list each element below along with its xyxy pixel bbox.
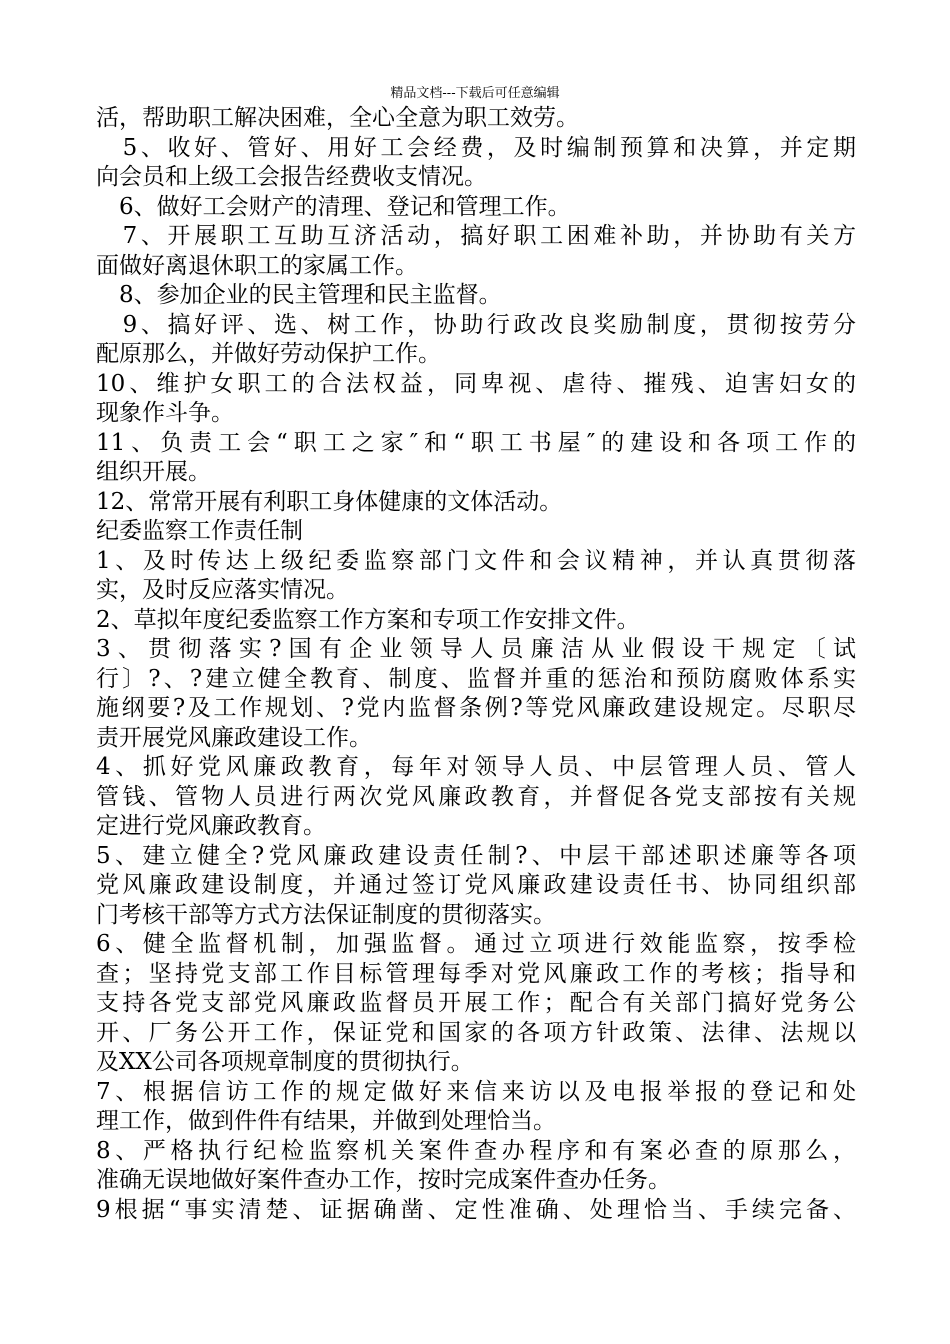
text-line: 9根据“事实清楚、证据确凿、定性准确、处理恰当、手续完备、 — [96, 1196, 856, 1223]
text-line: 配原那么，并做好劳动保护工作。 — [96, 341, 441, 367]
text-line: 门考核干部等方式方法保证制度的贯彻落实。 — [96, 901, 556, 928]
text-line: 活，帮助职工解决困难，全心全意为职工效劳。 — [96, 105, 579, 131]
text-line: 支持各党支部党风廉政监督员开展工作；配合有关部门搞好党务公 — [96, 990, 856, 1016]
text-line: 行〕?、?建立健全教育、制度、监督并重的惩治和预防腐败体系实 — [96, 665, 856, 692]
text-line: 3、贯彻落实?国有企业领导人员廉洁从业假设干规定〔试 — [96, 636, 856, 662]
text-line: 7、开展职工互助互济活动，搞好职工困难补助，并协助有关方 — [96, 223, 856, 249]
text-line: 5、收好、管好、用好工会经费，及时编制预算和决算，并定期 — [96, 134, 856, 161]
text-line: 4、抓好党风廉政教育，每年对领导人员、中层管理人员、管人 — [96, 754, 856, 780]
text-line: 10、维护女职工的合法权益，同卑视、虐待、摧残、迫害妇女的 — [96, 370, 856, 397]
text-line: 9、搞好评、选、树工作，协助行政改良奖励制度，贯彻按劳分 — [96, 311, 856, 338]
text-line: 11、负责工会“职工之家″和“职工书屋″的建设和各项工作的 — [96, 429, 856, 456]
text-line: 12、常常开展有利职工身体健康的文体活动。 — [96, 488, 563, 515]
page-header: 精品文档---下载后可任意编辑 — [390, 86, 560, 101]
text-line: 现象作斗争。 — [96, 400, 234, 426]
text-line: 8、严格执行纪检监察机关案件查办程序和有案必查的原那么， — [96, 1137, 856, 1164]
text-line: 5、建立健全?党风廉政建设责任制?、中层干部述职述廉等各项 — [96, 842, 856, 869]
text-line: 查；坚持党支部工作目标管理每季对党风廉政工作的考核；指导和 — [96, 960, 856, 987]
text-line: 责开展党风廉政建设工作。 — [96, 724, 372, 751]
text-line: 施纲要?及工作规划、?党内监督条例?等党风廉政建设规定。尽职尽 — [96, 695, 856, 721]
text-line: 定进行党风廉政教育。 — [96, 813, 326, 839]
section-title: 纪委监察工作责任制 — [96, 518, 303, 544]
text-line: 组织开展。 — [96, 459, 211, 485]
text-line: 及XX公司各项规章制度的贯彻执行。 — [96, 1049, 474, 1075]
text-line: 8、参加企业的民主管理和民主监督。 — [96, 282, 502, 308]
text-line: 6、做好工会财产的清理、登记和管理工作。 — [96, 193, 571, 220]
text-line: 准确无误地做好案件查办工作，按时完成案件查办任务。 — [96, 1167, 671, 1193]
text-line: 6、健全监督机制，加强监督。通过立项进行效能监察，按季检 — [96, 931, 856, 957]
text-line: 7、根据信访工作的规定做好来信来访以及电报举报的登记和处 — [96, 1078, 856, 1105]
text-line: 党风廉政建设制度，并通过签订党风廉政建设责任书、协同组织部 — [96, 872, 856, 898]
text-line: 2、草拟年度纪委监察工作方案和专项工作安排文件。 — [96, 606, 640, 633]
text-line: 面做好离退休职工的家属工作。 — [96, 252, 418, 279]
text-line: 1、及时传达上级纪委监察部门文件和会议精神，并认真贯彻落 — [96, 547, 856, 574]
text-line: 理工作，做到件件有结果，并做到处理恰当。 — [96, 1108, 556, 1134]
document-body — [96, 104, 856, 1225]
text-line: 开、厂务公开工作，保证党和国家的各项方针政策、法律、法规以 — [96, 1019, 856, 1046]
text-line: 实，及时反应落实情况。 — [96, 577, 349, 603]
text-line: 向会员和上级工会报告经费收支情况。 — [96, 164, 487, 190]
text-line: 管钱、管物人员进行两次党风廉政教育，并督促各党支部按有关规 — [96, 783, 856, 810]
